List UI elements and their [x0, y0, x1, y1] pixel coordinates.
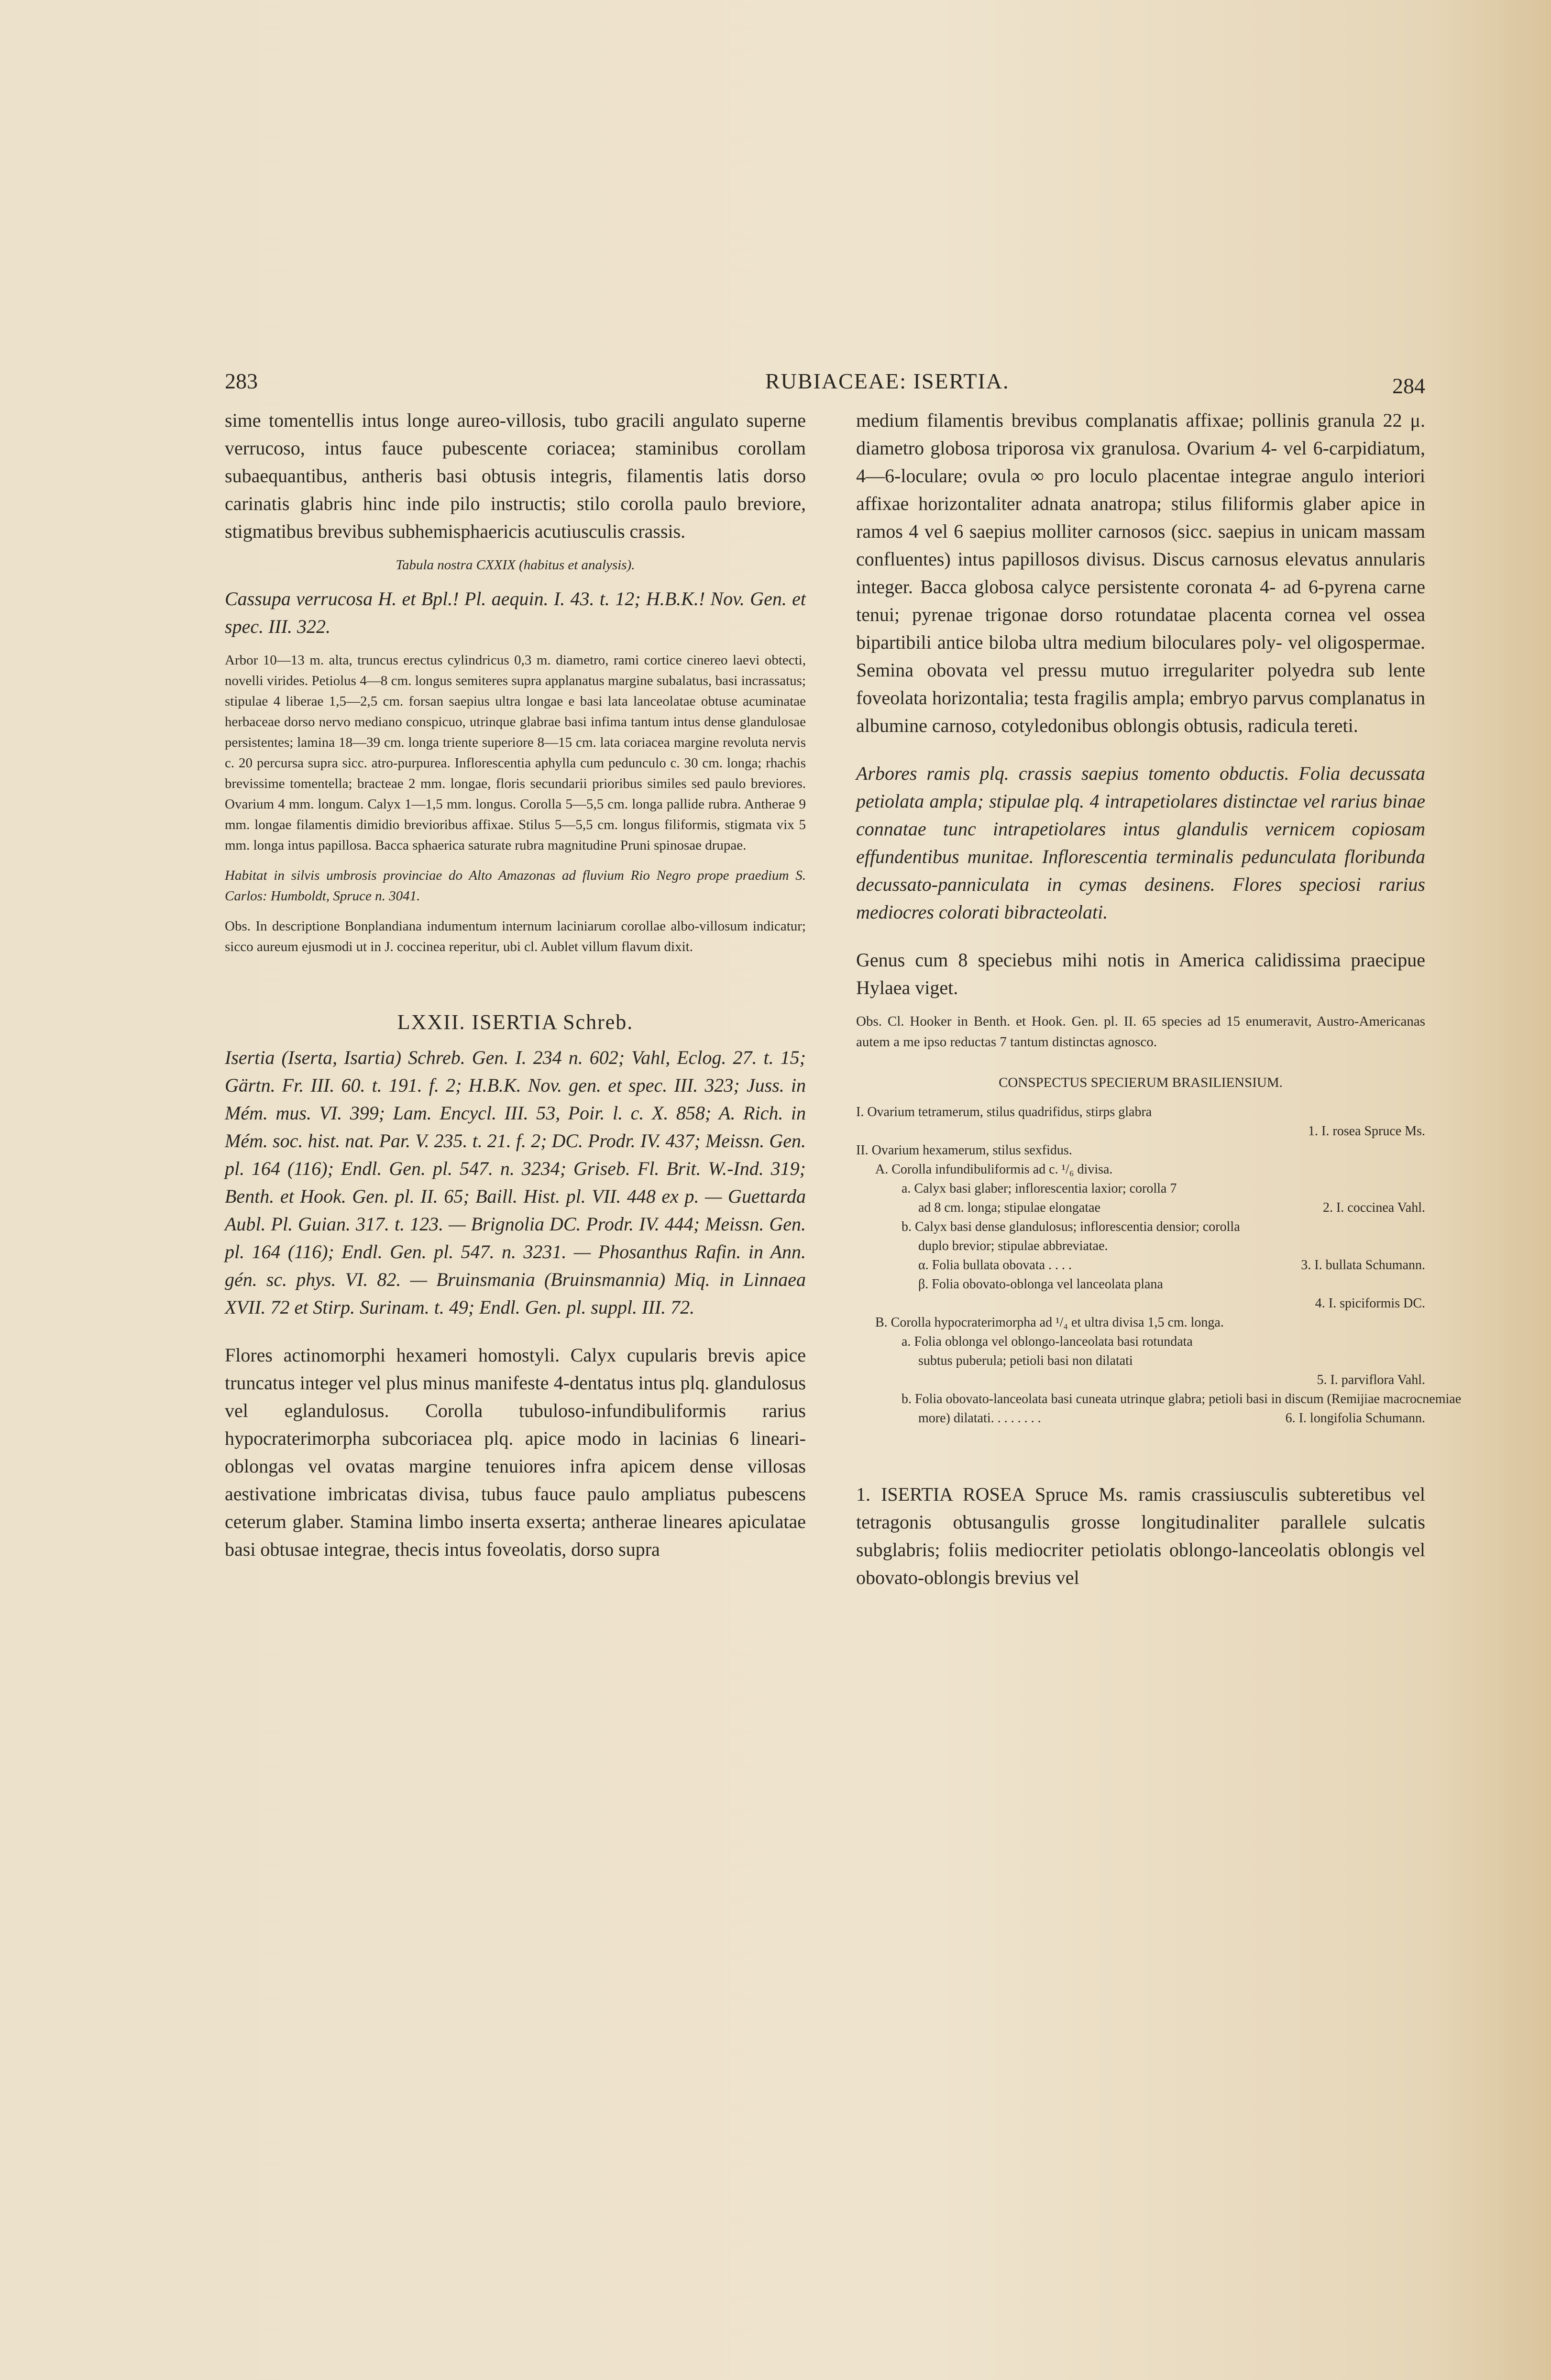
- conspectus-row: [856, 1390, 1462, 1409]
- conspectus-row: [856, 1371, 1425, 1390]
- conspectus-row-text: II. Ovarium hexamerum, stilus sexfidus.: [856, 1143, 1072, 1158]
- right-column: [856, 407, 1462, 1592]
- obs-paragraph: Obs. In descriptione Bonplandiana indumentum internum laciniarum corollae albo-villosum indicatur; sicco aureum ejusmodi ut in J. coccinea reperitur, ubi cl. Aublet villum flavum dixit.: [225, 919, 806, 954]
- genus-synonymy: Isertia (Iserta, Isartia) Schreb. Gen. I. 234 n. 602; Vahl, Eclog. 27. t. 15; Gärtn. Fr. III. 60. t. 191. f. 2; H.B.K. Nov. gen. et spec. III. 323; Juss. in Mém. mus. VI. 399; Lam. Encycl. III. 53, Poir. l. c. X. 858; A. Rich. in Mém. soc. hist. nat. Par. V. 235. t. 21. f. 2; DC. Prodr. IV. 437; Meissn. Gen. pl. 164 (116); Endl. Gen. pl. 547. n. 3234; Griseb. Fl. Brit. W.-Ind. 319; Benth. et Hook. Gen. pl. II. 65; Baill. Hist. pl. VII. 448 ex p. — Guettarda Aubl. Pl. Guian. 317. t. 123. — Brignolia DC. Prodr. IV. 444; Meissn. Gen. pl. 164 (116); Endl. Gen. pl. 547. n. 3231. — Phosanthus Rafin. in Ann. gén. sc. phys. VI. 82. — Bruinsmania (Bruinsmannia) Miq. in Linnaea XVII. 72 et Stirp. Surinam. t. 49; Endl. Gen. pl. suppl. III. 72.: [225, 1047, 806, 1318]
- conspectus-row: [856, 1351, 1425, 1371]
- conspectus-row: [856, 1332, 1425, 1351]
- continued-paragraph: medium filamentis brevibus complanatis affixae; pollinis granula 22 μ. diametro globosa triporosa vix granulosa. Ovarium 4- vel 6-carpidiatum, 4—6-loculare; ovula ∞ pro loculo placentae integrae angulo interiori affixae horizontaliter adnata anatropa; stilus filiformis glaber apice in ramos 4 vel 6 saepius molliter carnosos (sicc. saepius in unicam massam confluentes) intus papillosos divisus. Discus carnosus elevatus annularis integer. Bacca globosa calyce persistente coronata 4- ad 6-pyrena carne tenui; pyrenae trigonae dorso rotundatae placenta cornea vel ossea bipartibili antice biloba ultra medium biloculares poly- vel oligospermae. Semina obovata vel pressu mutuo irregulariter polyedra sub lente foveolata horizontalia; testa fragilis ampla; embryo parvus complanatus in albumine carnoso, cotyledonibus oblongis obtusis, radicula tereti.: [856, 410, 1425, 736]
- running-title: RUBIACEAE: ISERTIA.: [765, 369, 1010, 393]
- tabula-line: Tabula nostra CXXIX (habitus et analysis).: [396, 557, 635, 573]
- genus-paragraph: Genus cum 8 speciebus mihi notis in America calidissima praecipue Hylaea viget.: [856, 949, 1425, 998]
- conspectus-row-text: a. Calyx basi glaber; inflorescentia laxior; corolla 7: [902, 1181, 1177, 1196]
- conspectus-species-name: 5. I. parviflora Vahl.: [1317, 1373, 1425, 1387]
- conspectus-row: [856, 1275, 1425, 1294]
- conspectus-key: [856, 1103, 1462, 1428]
- flores-paragraph: Flores actinomorphi hexameri homostyli. Calyx cupularis brevis apice truncatus integer vel plus minus manifeste 4-dentatus intus plq. glandulosus vel eglandulosus. Corolla tubuloso-infundibuliformis rarius hypocraterimorpha subcoriacea plq. apice modo in lacinias 6 lineari-oblongas vel ovatas margine tenuiores infra apicem dense villosas aestivatione imbricatas divisa, tubus fauce paulo ampliatus pubescens ceterum glaber. Stamina limbo inserta exserta; antherae lineares apiculatae basi obtusae integrae, thecis intus foveolatis, dorso supra: [225, 1344, 806, 1560]
- conspectus-row-text: more) dilatati. . . . . . . .: [918, 1411, 1041, 1426]
- conspectus-species-name: 2. I. coccinea Vahl.: [1322, 1200, 1425, 1215]
- conspectus-row-text: b. Folia obovato-lanceolata basi cuneata utrinque glabra; petioli basi in discum (Remijiae macrocnemiae: [902, 1392, 1462, 1406]
- conspectus-row: [856, 1237, 1425, 1256]
- conspectus-row: [856, 1160, 1425, 1179]
- conspectus-species-name: 4. I. spiciformis DC.: [1315, 1296, 1425, 1311]
- conspectus-row: [856, 1122, 1425, 1141]
- conspectus-row-text: [918, 1124, 922, 1139]
- conspectus-row-text: α. Folia bullata obovata . . . .: [918, 1258, 1072, 1273]
- conspectus-species-name: 6. I. longifolia Schumann.: [1285, 1411, 1425, 1426]
- conspectus-row: [856, 1409, 1425, 1428]
- conspectus-row: [856, 1218, 1425, 1237]
- conspectus-row-text: subtus puberula; petioli basi non dilatati: [918, 1353, 1133, 1368]
- conspectus-row-text: [918, 1296, 922, 1311]
- conspectus-row-text: b. Calyx basi dense glandulosus; inflorescentia densior; corolla: [902, 1219, 1240, 1234]
- conspectus-row-text: duplo brevior; stipulae abbreviatae.: [918, 1239, 1108, 1253]
- page-number-right: 284: [1392, 374, 1425, 398]
- arbores-paragraph: Arbores ramis plq. crassis saepius tomento obductis. Folia decussata petiolata ampla; stipulae plq. 4 intrapetiolares distinctae vel rarius binae connatae tunc intrapetiolares intus glandulis vernicem copiosam effundentibus munitae. Inflorescentia terminalis pedunculata floribunda decussato-panniculata in cymas desinens. Flores speciosi rarius mediocres colorati bibracteolati.: [856, 763, 1425, 923]
- habitat-paragraph: Habitat in silvis umbrosis provinciae do Alto Amazonas ad fluvium Rio Negro prope praedium S. Carlos: Humboldt, Spruce n. 3041.: [225, 868, 806, 904]
- conspectus-row-text: B. Corolla hypocraterimorpha ad ¹/₄ et ultra divisa 1,5 cm. longa.: [875, 1315, 1224, 1330]
- conspectus-species-name: 3. I. bullata Schumann.: [1301, 1258, 1425, 1273]
- synonym-paragraph: Cassupa verrucosa H. et Bpl.! Pl. aequin. I. 43. t. 12; H.B.K.! Nov. Gen. et spec. III. 322.: [225, 588, 806, 637]
- conspectus-species-name: 1. I. rosea Spruce Ms.: [1308, 1124, 1425, 1139]
- intro-paragraph: sime tomentellis intus longe aureo-villosis, tubo gracili angulato superne verrucoso, intus fauce pubescente coriacea; staminibus corollam subaequantibus, antheris basi obtusis integris, filamentis latis dorso carinatis glabris hinc inde pilo instructis; stilo corolla paulo breviore, stigmatibus brevibus subhemisphaericis acutiusculis crassis.: [225, 410, 806, 542]
- right-obs-paragraph: Obs. Cl. Hooker in Benth. et Hook. Gen. pl. II. 65 species ad 15 enumeravit, Austro-Americanas autem a me ipso reductas 7 tantum distinctas agnosco.: [856, 1014, 1425, 1050]
- genus-heading: LXXII. ISERTIA Schreb.: [397, 1010, 634, 1034]
- conspectus-row: [856, 1313, 1425, 1332]
- conspectus-row: [856, 1179, 1425, 1198]
- conspectus-row-text: I. Ovarium tetramerum, stilus quadrifidus, stirps glabra: [856, 1105, 1152, 1119]
- conspectus-title: CONSPECTUS SPECIERUM BRASILIENSIUM.: [999, 1075, 1283, 1090]
- conspectus-row-text: a. Folia oblonga vel oblongo-lanceolata basi rotundata: [902, 1334, 1193, 1349]
- conspectus-row: [856, 1256, 1425, 1275]
- conspectus-row: [856, 1294, 1425, 1313]
- conspectus-row-text: A. Corolla infundibuliformis ad c. ¹/₆ divisa.: [875, 1162, 1113, 1177]
- description-paragraph: Arbor 10—13 m. alta, truncus erectus cylindricus 0,3 m. diametro, rami cortice cinereo laevi obtecti, novelli virides. Petiolus 4—8 cm. longus semiteres supra applanatus margine subalatus, basi incrassatus; stipulae 4 liberae 1,5—2,5 cm. forsan saepius ultra longae e basi lata lanceolatae obtuse acuminatae herbaceae dorso nervo mediano conspicuo, utrinque glabrae basi infima tantum intus dense glandulosae persistentes; lamina 18—39 cm. longa triente superiore 8—15 cm. lata coriacea margine revoluta nervis c. 20 percursa supra sicc. atro-purpurea. Inflorescentia aphylla cum pedunculo c. 30 cm. longa; rhachis brevissime tomentella; bracteae 2 mm. longae, floris secundarii prioribus similes sed paulo breviores. Ovarium 4 mm. longum. Calyx 1—1,5 mm. longus. Corolla 5—5,5 cm. longa pallide rubra. Antherae 9 mm. longae filamentis dimidio brevioribus affixae. Stilus 5—5,5 cm. longus filiformis, stigmata vix 5 mm. longa intus papillosa. Bacca sphaerica saturate rubra magnitudine Pruni spinosae drupae.: [225, 653, 806, 853]
- species-paragraph: 1. ISERTIA ROSEA Spruce Ms. ramis crassiusculis subteretibus vel tetragonis obtusangulis grosse longitudinaliter parallele sulcatis subglabris; foliis mediocriter petiolatis oblongo-lanceolatis oblongis vel obovato-oblongis brevius vel: [856, 1483, 1425, 1588]
- conspectus-row-text: [918, 1373, 922, 1387]
- conspectus-row-text: ad 8 cm. longa; stipulae elongatae: [918, 1200, 1100, 1215]
- conspectus-row-text: β. Folia obovato-oblonga vel lanceolata plana: [918, 1277, 1163, 1292]
- conspectus-row: [856, 1103, 1425, 1122]
- conspectus-row: [856, 1141, 1425, 1160]
- conspectus-row: [856, 1198, 1425, 1218]
- page-number-left: 283: [225, 369, 258, 393]
- left-column: [225, 407, 806, 1563]
